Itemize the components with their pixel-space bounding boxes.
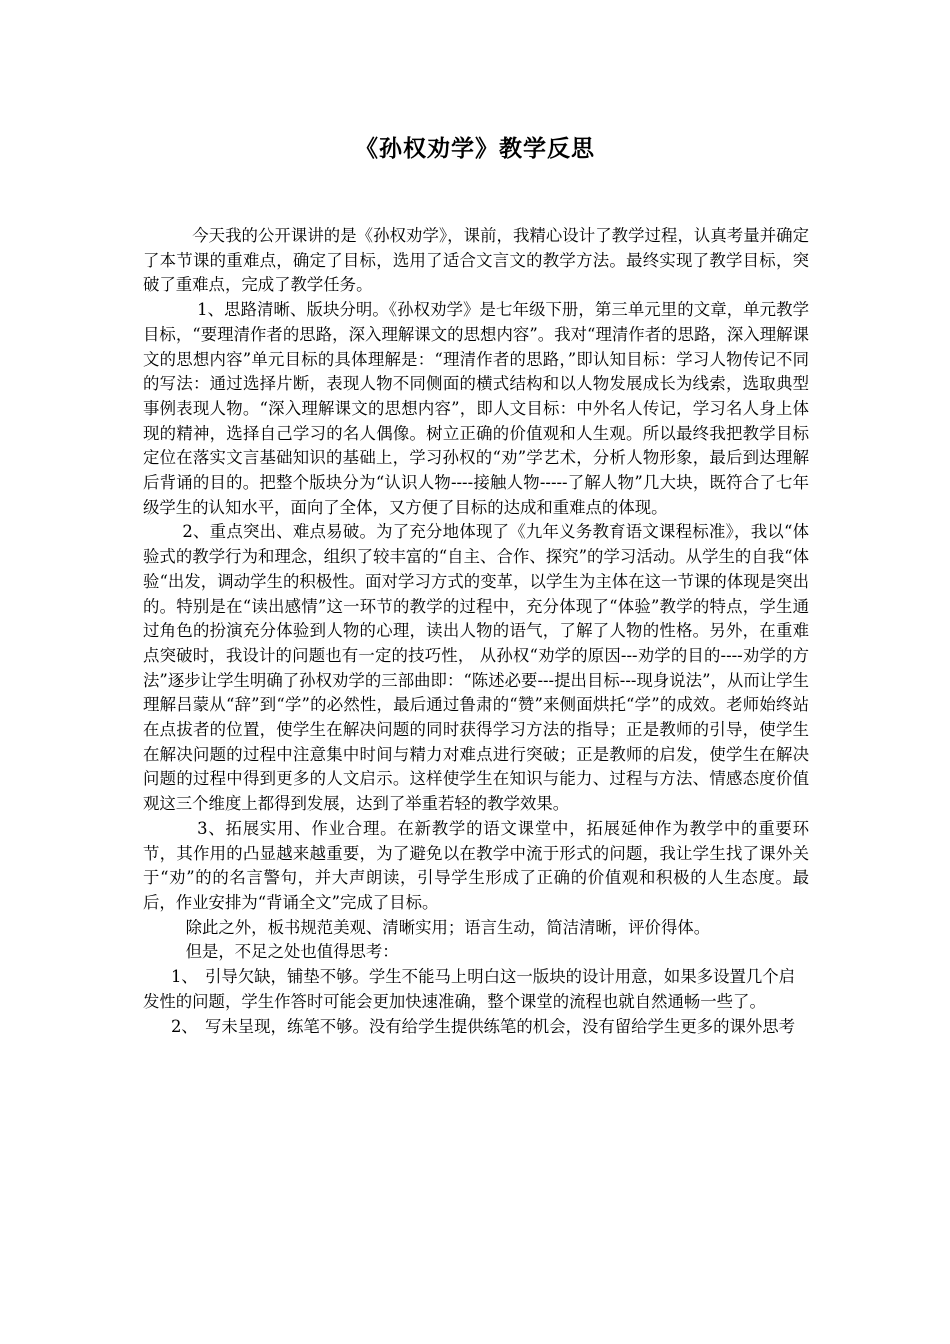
- shortcoming-text: 引导欠缺，铺垫不够。学生不能马上明白这一版块的设计用意，如果多设置几个启: [205, 967, 796, 987]
- point-1-paragraph: 1、思路清晰、版块分明。《孙权劝学》是七年级下册，第三单元里的文章，单元教学目标，“要理清作者的思路，深入理解课文的思想内容”。我对“理清作者的思路，深入理解课文的思想内容”单元目标的具体理解是：“理清作者的思路，”即认知目标：学习人物传记不同的写法：通过选择片断，表现人物不同侧面的横式结构和以人物发展成长为线索，选取典型事例表现人物。“深入理解课文的思想内容”，即人文目标：中外名人传记，学习名人身上体现的精神，选择自己学习的名人偶像。树立正确的价值观和人生观。所以最终我把教学目标定位在落实文言基础知识的基础上，学习孙权的“劝”学艺术，分析人物形象，最后到达理解后背诵的目的。把整个版块分为“认识人物----接触人物-----了解人物”几大块，既符合了七年级学生的认知水平，面向了全体，又方便了目标的达成和重难点的体现。: [143, 300, 809, 517]
- list-number: 2、: [171, 1016, 198, 1036]
- point-2-paragraph: 2、重点突出、难点易破。为了充分地体现了《九年义务教育语文课程标准》，我以“体验式的教学行为和理念，组织了较丰富的“自主、合作、探究”的学习活动。从学生的自我“体验“出发，调动学生的积极性。面对学习方式的变革，以学生为主体在这一节课的体现是突出的。特别是在“读出感情”这一环节的教学的过程中，充分体现了“体验”教学的特点，学生通过角色的扮演充分体验到人物的心理，读出人物的语气，了解了人物的性格。另外，在重难点突破时，我设计的问题也有一定的技巧性， 从孙权“劝学的原因---劝学的目的----劝学的方法”逐步让学生明确了孙权劝学的三部曲即：“陈述必要---提出目标---现身说法”，从而让学生理解吕蒙从“辞”到“学”的必然性，最后通过鲁肃的“赞”来侧面烘托“学”的成效。老师始终站在点拔者的位置，使学生在解决问题的同时获得学习方法的指导；正是教师的引导，使学生在解决问题的过程中注意集中时间与精力对难点进行突破；正是教师的启发，使学生在解决问题的过程中得到更多的人文启示。这样使学生在知识与能力、过程与方法、情感态度价值观这三个维度上都得到发展，达到了举重若轻的教学效果。: [143, 522, 809, 814]
- document-title: 《孙权劝学》教学反思: [355, 136, 595, 162]
- shortcoming-item: [143, 1015, 809, 1040]
- intro-paragraph: 今天我的公开课讲的是《孙权劝学》，课前，我精心设计了教学过程，认真考量并确定了本节课的重难点，确定了目标，选用了适合文言文的教学方法。最终实现了教学目标，突破了重难点，完成了教学任务。: [143, 226, 809, 295]
- document-body: [143, 224, 809, 1039]
- shortcoming-item: [143, 965, 809, 990]
- shortcomings-intro: 但是，不足之处也值得思考：: [185, 942, 399, 962]
- shortcoming-continuation: 发性的问题，学生作答时可能会更加快速准确，整个课堂的流程也就自然通畅一些了。: [143, 991, 766, 1011]
- extra-paragraph: 除此之外，板书规范美观、清晰实用；语言生动，简洁清晰，评价得体。: [185, 917, 711, 937]
- list-number: 1、: [171, 967, 198, 987]
- shortcoming-text: 写未呈现，练笔不够。没有给学生提供练笔的机会，没有留给学生更多的课外思考: [205, 1016, 796, 1036]
- point-3-paragraph: 3、拓展实用、作业合理。在新教学的语文课堂中，拓展延伸作为教学中的重要环节，其作用的凸显越来越重要，为了避免以在教学中流于形式的问题，我让学生找了课外关于“劝”的的名言警句，并大声朗读，引导学生形成了正确的价值观和积极的人生态度。最后，作业安排为“背诵全文”完成了目标。: [143, 818, 809, 912]
